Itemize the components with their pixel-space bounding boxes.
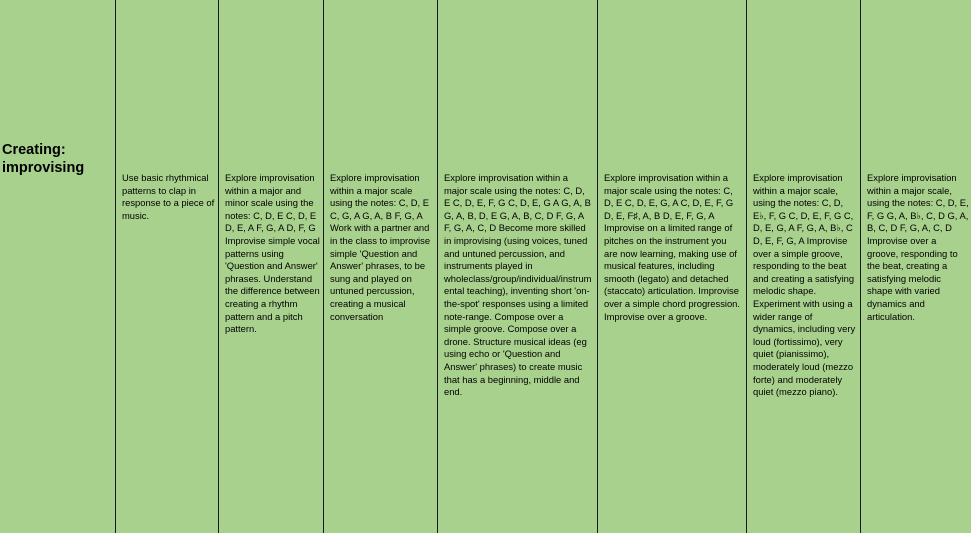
cell-text: Explore improvisation within a major scale using the notes: C, D, E C, G, A G, A, B F, G, A Work with a partner and in the class to improvise simple 'Question and Answer' phrases, to be sung and played on untuned percussion, creating a musical conversation: [330, 172, 431, 322]
row-heading-cell: [0, 0, 116, 533]
cell-text: Explore improvisation within a major scale using the notes: C, D, E C, D, E, G, A C, D, E, F, G D, E, F♯, A, B D, E, F, G, A Improvise on a limited range of pitches on the instrument you are now learning, making use of musical features, including smooth (legato) and detached (staccato) articulation. Improvise over a simple chord progression. Improvise over a groove.: [604, 172, 741, 322]
cell-text: Use basic rhythmical patterns to clap in response to a piece of music.: [122, 172, 215, 221]
cell-text: Explore improvisation within a major scale, using the notes: C, D, E♭, F, G C, D, E, F, G C, D, E, G, A F, G, A, B♭, C D, E, F, G, A Improvise over a simple groove, responding to the beat and creating a satisfying melodic shape. Experiment with using a wider range of dynamics, including very loud (fortissimo), very quiet (pianissimo), moderately loud (mezzo forte) and moderately quiet (mezzo piano).: [753, 172, 856, 398]
table-cell: [438, 0, 598, 533]
cell-text: Explore improvisation within a major and minor scale using the notes: C, D, E C, D, E D, E, A F, G, A D, F, G Improvise simple vocal patterns using 'Question and Answer' phrases. Understand the difference between creating a rhythm pattern and a pitch pattern.: [225, 172, 320, 335]
table-cell: [598, 0, 747, 533]
row-heading: [2, 141, 84, 177]
cell-text: Explore improvisation within a major scale, using the notes: C, D, E, F, G G, A, B♭, C, D G, A, B, C, D F, G, A, C, D Improvise over a groove, responding to the beat, creating a satisfying melodic shape with varied dynamics and articulation.: [867, 172, 969, 322]
table-cell: [861, 0, 971, 533]
cell-text: Explore improvisation within a major scale using the notes: C, D, E C, D, E, F, G C, D, E, G A G, A, B G, A, B, D, E G, A, B, C, D F, G, A F, G, A, C, D Become more skilled in improvising (using voices, tuned and untuned percussion, and instruments played in wholeclass/group/individual/instrumental teaching), inventing short 'on-the-spot' responses using a limited note-range. Compose over a simple groove. Compose over a drone. Structure musical ideas (eg using echo or 'Question and Answer' phrases) to create music that has a beginning, middle and end.: [444, 172, 592, 398]
row-heading-line-1: Creating:: [2, 142, 66, 158]
table-cell: [116, 0, 219, 533]
table-cell: [747, 0, 861, 533]
table-cell: [219, 0, 324, 533]
row-heading-line-2: improvising: [2, 160, 85, 176]
table-cell: [324, 0, 438, 533]
